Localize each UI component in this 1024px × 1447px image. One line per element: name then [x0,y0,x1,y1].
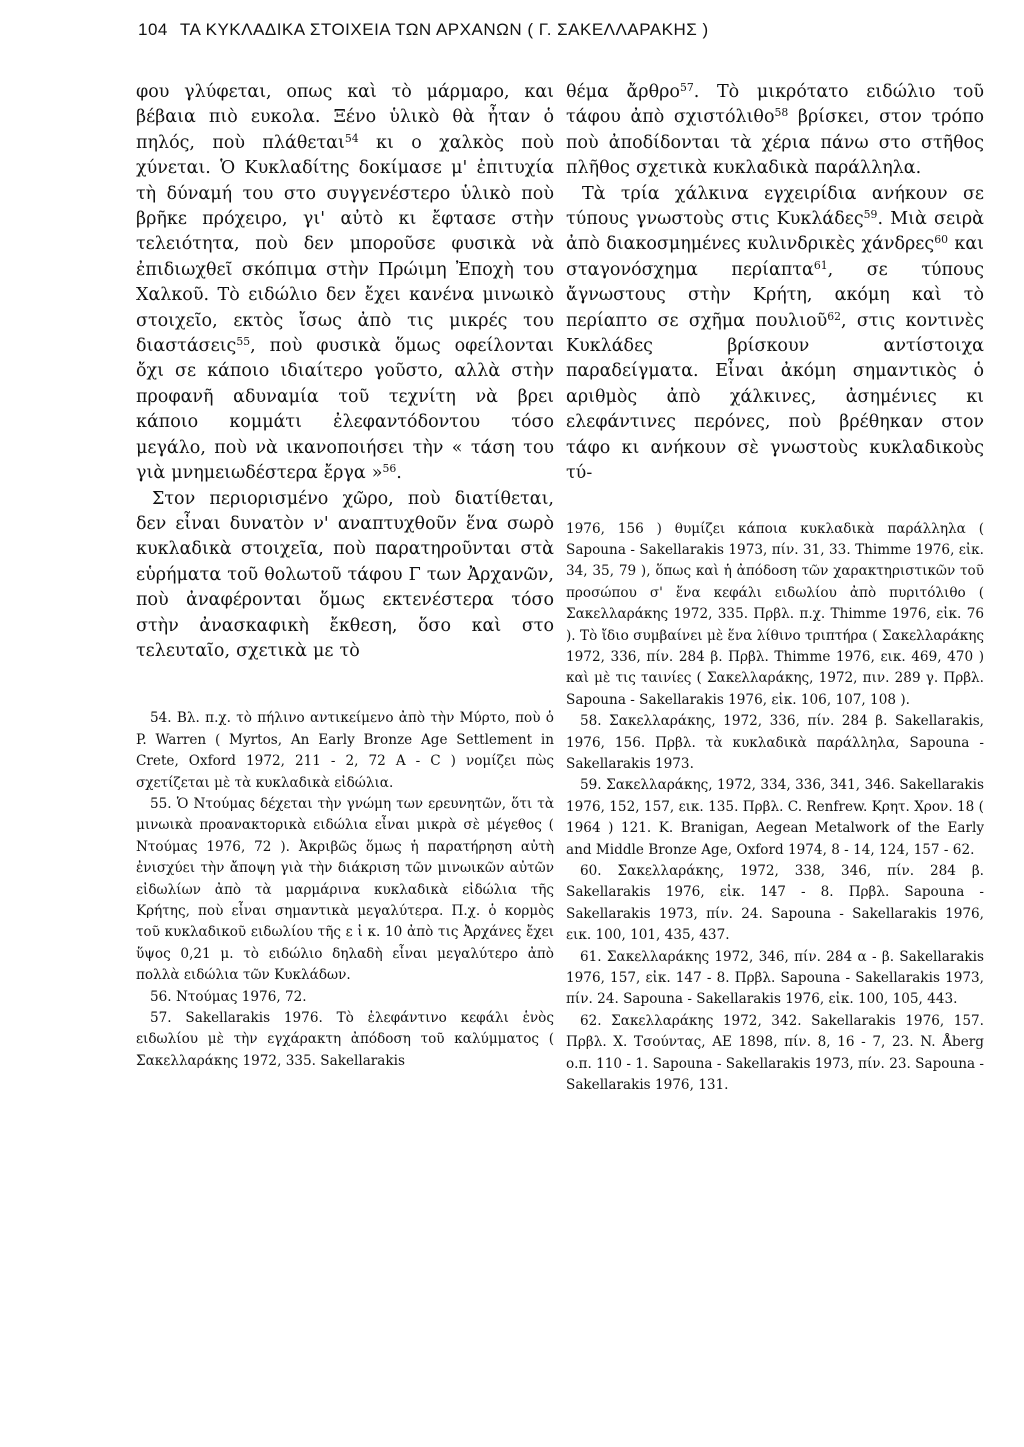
text-run: , ποὺ φυσικὰ ὅμως οφείλονται ὄχι σε κάποιο ιδιαίτερο γοῦστο, αλλὰ στὴν προφανῆ αδυναμία τοῦ τεχνίτη νὰ βρει κάποιο κομμάτι ἐλεφαντόδοντου τόσο μεγάλο, ποὺ νὰ ικανοποιήσει τὴν « τάση του γιὰ μνημειωδέστερα ἔργα » [136,336,554,484]
footnote-ref-54: 54 [344,131,359,145]
left-body-text [136,80,554,664]
footnote-ref-62: 62 [827,309,842,323]
footnote-54: 54. Βλ. π.χ. τὸ πήλινο αντικείμενο ἀπὸ τὴν Μύρτο, ποὺ ὁ P. Warren ( Myrtos, An Early Bronze Age Settlement in Crete, Oxford 1972, 211 - 2, 72 A - C ) νομίζει πὼς σχετίζεται μὲ τὰ κυκλαδικὰ εἰδώλια. [136,710,554,791]
right-footnotes [566,519,984,1097]
right-paragraph-1 [566,80,984,182]
left-paragraph-1 [136,80,554,487]
footnote-57-continued: 1976, 156 ) θυμίζει κάποια κυκλαδικὰ παράλληλα ( Sapouna - Sakellarakis 1973, πίν. 31, 33. Thimme 1976, εἰκ. 34, 35, 79 ), ὅπως καὶ ἡ ἀπόδοση τῶν χαρακτηριστικῶν τοῦ προσώπου σ' ἕνα κεφάλι ειδωλίου ἀπὸ πυριτόλιθο ( Σακελλαράκης 1972, 335. Πρβλ. π.χ. Thimme 1976, εἰκ. 76 ). Τὸ ἴδιο συμβαίνει μὲ ἕνα λίθινο τριπτήρα ( Σακελλαράκης 1972, 336, πίν. 284 β. Πρβλ. Thimme 1976, εικ. 469, 470 ) καὶ μὲ τις ταινίες ( Σακελλαράκης, 1972, πιν. 289 γ. Πρβλ. Sapouna - Sakellarakis 1976, εἰκ. 106, 107, 108 ). [566,520,984,708]
footnote-ref-57: 57 [679,81,694,95]
left-paragraph-2: Στον περιορισμένο χῶρο, ποὺ διατίθεται, δεν εἶναι δυνατὸν ν' αναπτυχθοῦν ἕνα σωρὸ κυκλαδικὰ στοιχεῖα, ποὺ παρατηροῦνται στὰ εὑρήματα τοῦ θολωτοῦ τάφου Γ των Ἀρχανῶν, ποὺ ἀναφέρονται ὅμως εκτενέστερα τόσο στὴν ἀνασκαφικὴ ἔκθεση, ὅσο καὶ στο τελευταῖο, σχετικὰ με τὸ [136,488,554,661]
text-run: βρίσκει, στον τρόπο ποὺ ἀποδίδονται τὰ χέρια πάνω στο στῆθος πλῆθος σχετικὰ κυκλαδικὰ παράλληλα. [566,107,984,179]
right-body-text [566,80,984,487]
footnote-ref-56: 56 [382,462,397,476]
footnote-ref-61: 61 [813,258,828,272]
footnote-61: 61. Σακελλαράκης 1972, 346, πίν. 284 α - β. Sakellarakis 1976, 157, εἰκ. 147 - 8. Πρβλ. Sapouna - Sakellarakis 1973, πίν. 24. Sapouna - Sakellarakis 1976, εἰκ. 100, 105, 443. [566,948,984,1008]
text-run: φου γλύφεται, οπως καὶ τὸ μάρμαρο, και βέβαια πιὸ ευκολα. Ξένο ὑλικὸ θὰ ἦταν ὁ πηλός, ποὺ πλάθεται [136,82,554,153]
text-run: . [396,463,402,484]
right-paragraph-2 [566,182,984,487]
footnote-ref-58: 58 [774,106,789,120]
text-run: Τὰ τρία χάλκινα εγχειρίδια ανήκουν σε τύπους γνωστοὺς στις Κυκλάδες [566,183,984,230]
text-run: θέμα ἄρθρο [566,82,680,102]
footnote-55: 55. Ὁ Ντούμας δέχεται τὴν γνώμη των ερευνητῶν, ὅτι τὰ μινωικὰ προανακτορικὰ ειδώλια εἶναι μικρὰ σὲ μέγεθος ( Ντούμας 1976, 72 ). Ἀκριβῶς ὅμως ἡ παρατήρηση αὐτὴ ἐνισχύει τὴν ἄποψη γιὰ τὴν διάκριση τῶν μινωικῶν αὐτῶν εἰδωλίων ἀπὸ τὰ μαρμάρινα κυκλαδικὰ εἰδώλια τῆς Κρήτης, ποὺ εἶναι σημαντικὰ μεγαλύτερα. Π.χ. ὁ κορμὸς τοῦ κυκλαδικοῦ ειδωλίου τῆς ε ἰ κ. 10 ἀπὸ τις Ἀρχάνες ἔχει ὕψος 0,21 μ. τὸ ειδώλιο δηλαδὴ εἶναι μεγαλύτερο ἀπὸ πολλὰ ειδώλια τῶν Κυκλάδων. [136,795,554,984]
footnote-56: 56. Ντούμας 1976, 72. [150,988,307,1005]
footnote-ref-55: 55 [236,335,251,349]
text-run: και σταγονόσχημα περίαπτα [566,234,984,280]
page-number: 104 [138,20,168,39]
text-run: . Μιὰ σειρὰ ἀπὸ διακοσμημένες κυλινδρικὲς χάνδρες [566,209,984,255]
footnote-62: 62. Σακελλαράκης 1972, 342. Sakellarakis 1976, 157. Πρβλ. X. Τσούντας, ΑΕ 1898, πίν. 8, 16 - 7, 23. N. Åberg ο.π. 110 - 1. Sapouna - Sakellarakis 1973, πίν. 23. Sapouna - Sakellarakis 1976, 131. [566,1012,984,1094]
footnote-57: 57. Sakellarakis 1976. Τὸ ἐλεφάντινο κεφάλι ἑνὸς ειδωλίου μὲ τὴν εγχάρακτη ἀπόδοση τοῦ καλύμματος ( Σακελλαράκης 1972, 335. Sakellarakis [136,1010,554,1069]
left-column [136,80,554,1072]
text-run: . Τὸ μικρότατο ειδώλιο τοῦ τάφου ἀπὸ σχιστόλιθο [566,82,984,128]
text-run: , σε τύπους ἄγνωστους στὴν Κρήτη, ακόμη καὶ τὸ περίαπτο σε σχῆμα πουλιοῦ [566,259,984,331]
running-title: ΤΑ ΚΥΚΛΑΔΙΚΑ ΣΤΟΙΧΕΙΑ ΤΩΝ ΑΡΧΑΝΩΝ ( Γ. ΣΑΚΕΛΛΑΡΑΚΗΣ ) [179,20,709,39]
running-header [138,20,958,40]
footnote-58: 58. Σακελλαράκης, 1972, 336, πίν. 284 β. Sakellarakis, 1976, 156. Πρβλ. τὰ κυκλαδικὰ παράλληλα, Sapouna - Sakellarakis 1973. [566,713,984,772]
footnote-59: 59. Σακελλαράκης, 1972, 334, 336, 341, 346. Sakellarakis 1976, 152, 157, εικ. 135. Πρβλ. C. Renfrew. Κρητ. Χρον. 18 ( 1964 ) 121. K. Branigan, Aegean Metalwork of the Early and Middle Bronze Age, Oxford 1974, 8 - 14, 124, 157 - 62. [566,777,984,858]
footnote-ref-59: 59 [863,208,878,222]
footnote-ref-60: 60 [934,233,948,247]
right-column [566,80,984,1096]
footnote-60: 60. Σακελλαράκης, 1972, 338, 346, πίν. 284 β. Sakellarakis 1976, εἰκ. 147 - 8. Πρβλ. Sapouna - Sakellarakis 1973, πίν. 24. Sapouna - Sakellarakis 1976, εικ. 100, 101, 435, 437. [566,863,984,944]
text-run: κι ο χαλκὸς ποὺ χύνεται. Ὁ Κυκλαδίτης δοκίμασε μ' ἐπιτυχία τὴ δύναμή του στο συγγενέστερο ὑλικὸ ποὺ βρῆκε πρόχειρο, γι' αὐτὸ κι ἔφτασε στὴν τελειότητα, ποὺ δεν μποροῦσε φυσικὰ νὰ ἐπιδιωχθεῖ σκόπιμα στὴν Πρώιμη Ἐποχὴ του Χαλκοῦ. Τὸ ειδώλιο δεν ἔχει κανένα μινωικὸ στοιχεῖο, εκτὸς ἴσως ἀπὸ τις μικρές του διαστάσεις [136,132,554,357]
left-footnotes [136,708,554,1072]
text-run: , στις κοντινὲς Κυκλάδες βρίσκουν αντίστοιχα παραδείγματα. Εἶναι ἀκόμη σημαντικὸς ὁ αριθμὸς ἀπὸ χάλκινες, ἀσημένιες κι ελεφάντινες περόνες, ποὺ βρέθηκαν στον τάφο κι ανήκουν σὲ γνωστοὺς κυκλαδικοὺς τύ- [566,310,985,484]
